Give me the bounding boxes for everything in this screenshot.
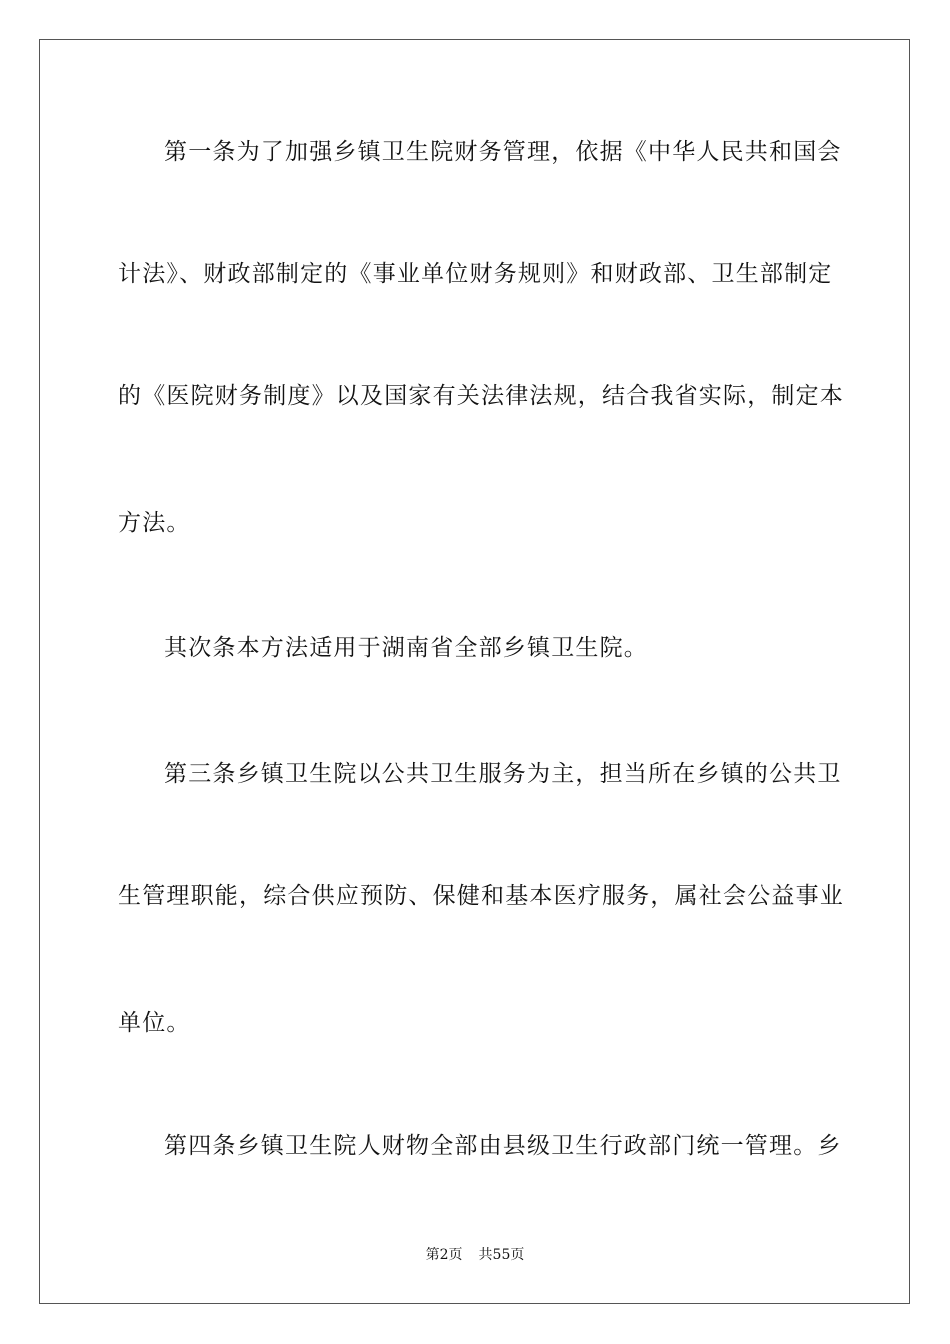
paragraph-2-line-1: 其次条本方法适用于湖南省全部乡镇卫生院。 xyxy=(164,635,648,661)
paragraph-3-line-1: 第三条乡镇卫生院以公共卫生服务为主，担当所在乡镇的公共卫 xyxy=(164,761,842,787)
page-footer xyxy=(0,1246,950,1264)
paragraph-4-line-1: 第四条乡镇卫生院人财物全部由县级卫生行政部门统一管理。乡 xyxy=(164,1133,842,1159)
page-border xyxy=(39,39,910,1304)
paragraph-1-line-4: 方法。 xyxy=(118,510,191,536)
paragraph-3-line-2: 生管理职能，综合供应预防、保健和基本医疗服务，属社会公益事业 xyxy=(118,883,844,909)
page-number: 第2页 xyxy=(425,1247,463,1263)
total-pages: 共55页 xyxy=(478,1247,525,1263)
paragraph-3-line-3: 单位。 xyxy=(118,1010,191,1036)
paragraph-1-line-3: 的《医院财务制度》以及国家有关法律法规，结合我省实际，制定本 xyxy=(118,383,844,409)
paragraph-1-line-2: 计法》、财政部制定的《事业单位财务规则》和财政部、卫生部制定 xyxy=(118,261,833,287)
paragraph-1-line-1: 第一条为了加强乡镇卫生院财务管理，依据《中华人民共和国会 xyxy=(164,139,842,165)
